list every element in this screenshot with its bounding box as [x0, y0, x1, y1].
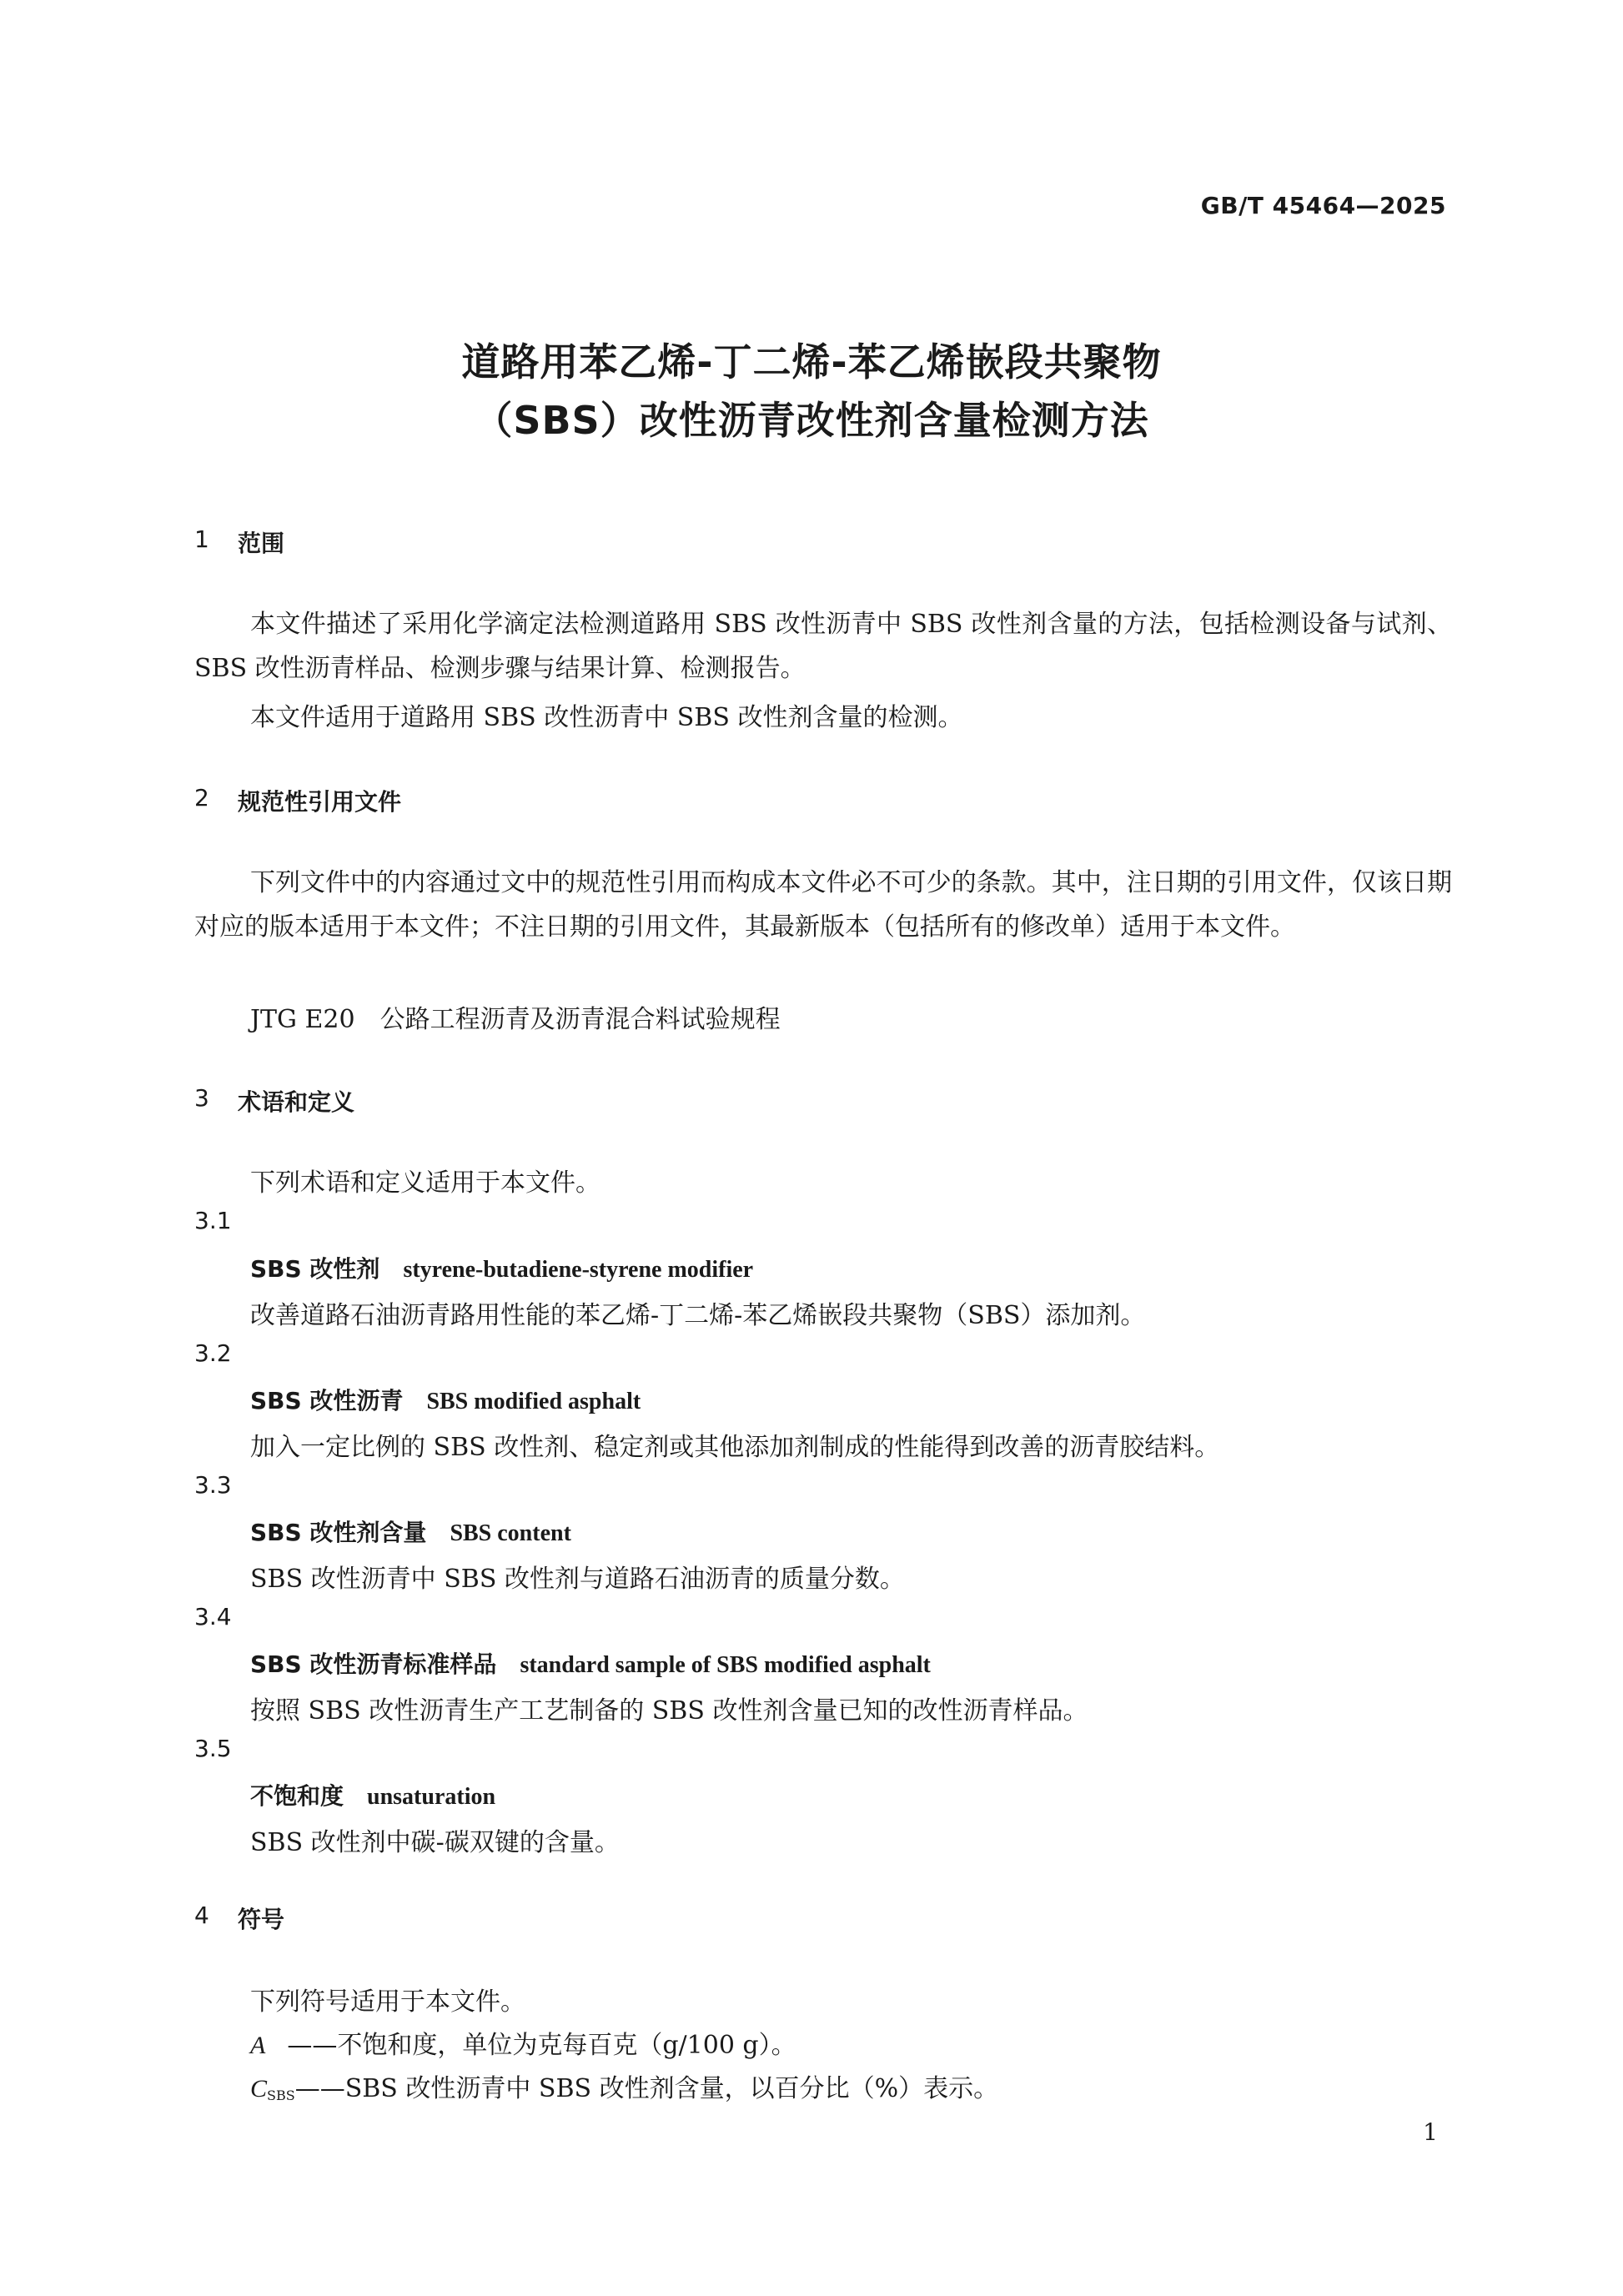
term-3-1-definition: 改善道路石油沥青路用性能的苯乙烯-丁二烯-苯乙烯嵌段共聚物（SBS）添加剂。 [250, 1301, 1146, 1330]
term-3-5-heading [250, 1778, 495, 1811]
normative-reference [250, 998, 781, 1035]
section-1-title: 范围 [238, 530, 285, 557]
symbol-a-letter: A [250, 2032, 266, 2059]
page-number: 1 [1423, 2118, 1438, 2146]
term-3-1-heading [250, 1251, 753, 1284]
term-3-2-number: 3.2 [194, 1339, 232, 1367]
section-2-number: 2 [194, 784, 209, 811]
term-3-2-zh: SBS 改性沥青 [250, 1387, 404, 1414]
symbol-c-subscript: SBS [267, 2088, 295, 2103]
term-3-3-en: SBS content [450, 1520, 571, 1546]
section-2-title: 规范性引用文件 [238, 788, 402, 816]
term-3-4-number: 3.4 [194, 1603, 232, 1630]
document-title-line-1: 道路用苯乙烯-丁二烯-苯乙烯嵌段共聚物 [461, 339, 1162, 384]
term-3-5-definition: SBS 改性剂中碳-碳双键的含量。 [250, 1828, 620, 1857]
term-3-5-en: unsaturation [367, 1784, 496, 1810]
section-3-intro: 下列术语和定义适用于本文件。 [250, 1168, 600, 1198]
term-3-1-zh: SBS 改性剂 [250, 1255, 380, 1283]
term-3-1-en: styrene-butadiene-styrene modifier [403, 1257, 754, 1283]
section-3-number: 3 [194, 1084, 209, 1112]
section-1-number: 1 [194, 525, 209, 553]
section-1-paragraph-2: 本文件适用于道路用 SBS 改性沥青中 SBS 改性剂含量的检测。 [250, 703, 963, 732]
term-3-2-en: SBS modified asphalt [426, 1389, 641, 1414]
term-3-2-definition: 加入一定比例的 SBS 改性剂、稳定剂或其他添加剂制成的性能得到改善的沥青胶结料。 [250, 1433, 1220, 1462]
document-title-line-2: （SBS）改性沥青改性剂含量检测方法 [474, 398, 1149, 443]
term-3-3-zh: SBS 改性剂含量 [250, 1519, 427, 1546]
section-2-paragraph-1: 下列文件中的内容通过文中的规范性引用而构成本文件必不可少的条款。其中，注日期的引用文件，仅该日期对应的版本适用于本文件；不注日期的引用文件，其最新版本（包括所有的修改单）适用于本文件。 [194, 868, 1452, 942]
symbol-c-sbs [250, 2067, 998, 2104]
term-3-3-definition: SBS 改性沥青中 SBS 改性剂与道路石油沥青的质量分数。 [250, 1565, 905, 1594]
symbol-a-description: ——不饱和度，单位为克每百克（g/100 g）。 [287, 2031, 796, 2060]
term-3-4-definition: 按照 SBS 改性沥青生产工艺制备的 SBS 改性剂含量已知的改性沥青样品。 [250, 1696, 1088, 1726]
reference-title: 公路工程沥青及沥青混合料试验规程 [379, 1005, 781, 1034]
term-3-4-heading [250, 1646, 931, 1680]
term-3-1-number: 3.1 [194, 1207, 232, 1234]
document-code: GB/T 45464—2025 [1200, 192, 1446, 219]
term-3-5-zh: 不饱和度 [250, 1782, 344, 1810]
section-1-paragraph-1: 本文件描述了采用化学滴定法检测道路用 SBS 改性沥青中 SBS 改性剂含量的方法，包括检测设备与试剂、SBS 改性沥青样品、检测步骤与结果计算、检测报告。 [194, 610, 1452, 683]
symbol-a [250, 2024, 796, 2061]
symbol-c-description: ——SBS 改性沥青中 SBS 改性剂含量，以百分比（%）表示。 [294, 2074, 999, 2103]
section-4-title: 符号 [238, 1906, 285, 1933]
section-4-intro: 下列符号适用于本文件。 [250, 1987, 525, 2017]
term-3-3-number: 3.3 [194, 1471, 232, 1499]
term-3-4-zh: SBS 改性沥青标准样品 [250, 1650, 497, 1678]
section-4-number: 4 [194, 1902, 209, 1929]
symbol-c-letter: C [250, 2075, 268, 2103]
term-3-4-en: standard sample of SBS modified asphalt [520, 1652, 931, 1678]
term-3-3-heading [250, 1515, 571, 1548]
reference-code: JTG E20 [250, 1005, 355, 1034]
term-3-5-number: 3.5 [194, 1735, 232, 1762]
term-3-2-heading [250, 1383, 641, 1416]
section-3-title: 术语和定义 [238, 1088, 355, 1116]
